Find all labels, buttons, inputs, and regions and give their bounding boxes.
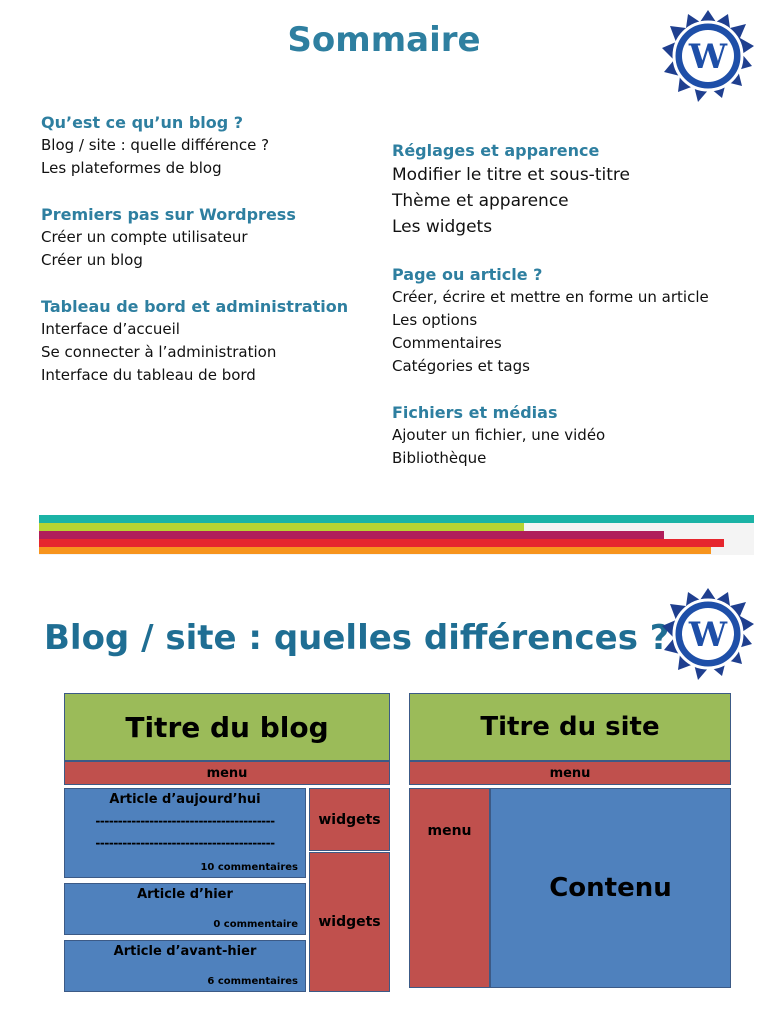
site-menu-bar: menu [409,761,731,785]
blog-article-today [64,788,306,878]
toc-heading: Fichiers et médias [392,403,558,422]
toc-section [392,264,709,378]
toc-item: Blog / site : quelle différence ? [41,136,270,154]
slide2-title: Blog / site : quelles différences ? [44,618,670,658]
toc-item: Se connecter à l’administration [41,343,277,361]
wordpress-logo-icon [658,6,758,106]
article-dashes: ---------------------------------------- [95,814,275,828]
blog-menu-bar: menu [64,761,390,785]
toc-section [392,140,709,240]
article-title: Article d’hier [137,887,233,902]
blog-article-day-before [64,940,306,992]
article-title: Article d’avant-hier [113,944,257,959]
toc-item: Modifier le titre et sous-titre [392,165,630,185]
slide1-title: Sommaire [287,20,481,60]
blog-title-block: Titre du blog [64,693,390,761]
site-side-menu: menu [409,788,490,988]
toc-item: Créer un blog [41,251,143,269]
toc-item: Catégories et tags [392,357,530,375]
toc-item: Créer un compte utilisateur [41,228,248,246]
toc-item: Interface du tableau de bord [41,366,256,384]
toc-item: Les options [392,311,478,329]
svg-text:W: W [688,615,728,655]
toc-item: Créer, écrire et mettre en forme un article [392,288,709,306]
article-dashes: ---------------------------------------- [95,836,275,850]
site-content-block: Contenu [490,788,731,988]
stripe-lime [39,523,524,531]
blog-widgets-top: widgets [309,788,390,851]
toc-heading: Réglages et apparence [392,141,600,160]
toc-right-column [392,140,709,470]
toc-item: Ajouter un fichier, une vidéo [392,426,606,444]
toc-item: Thème et apparence [392,191,569,211]
blog-article-yesterday [64,883,306,935]
toc-item: Interface d’accueil [41,320,180,338]
site-title-block: Titre du site [409,693,731,761]
toc-item: Bibliothèque [392,449,487,467]
toc-heading: Qu’est ce qu’un blog ? [41,113,244,132]
toc-heading: Page ou article ? [392,265,543,284]
article-comments: 10 commentaires [200,862,298,873]
article-title: Article d’aujourd’hui [109,792,261,807]
stripe-teal [39,515,754,523]
blog-widgets-bottom: widgets [309,852,390,992]
toc-item: Commentaires [392,334,502,352]
toc-section [41,204,348,272]
stripe-red [39,539,724,547]
toc-item: Les widgets [392,217,493,237]
toc-section [41,112,348,180]
toc-section [41,296,348,387]
stripe-orange [39,547,711,554]
article-comments: 0 commentaire [213,919,298,930]
toc-heading: Tableau de bord et administration [41,297,349,316]
toc-section [392,402,709,470]
toc-heading: Premiers pas sur Wordpress [41,205,296,224]
wordpress-logo-icon [658,584,758,684]
article-comments: 6 commentaires [207,976,298,987]
toc-item: Les plateformes de blog [41,159,222,177]
svg-text:W: W [688,37,728,77]
toc-left-column [41,112,348,387]
stripe-magenta [39,531,664,539]
